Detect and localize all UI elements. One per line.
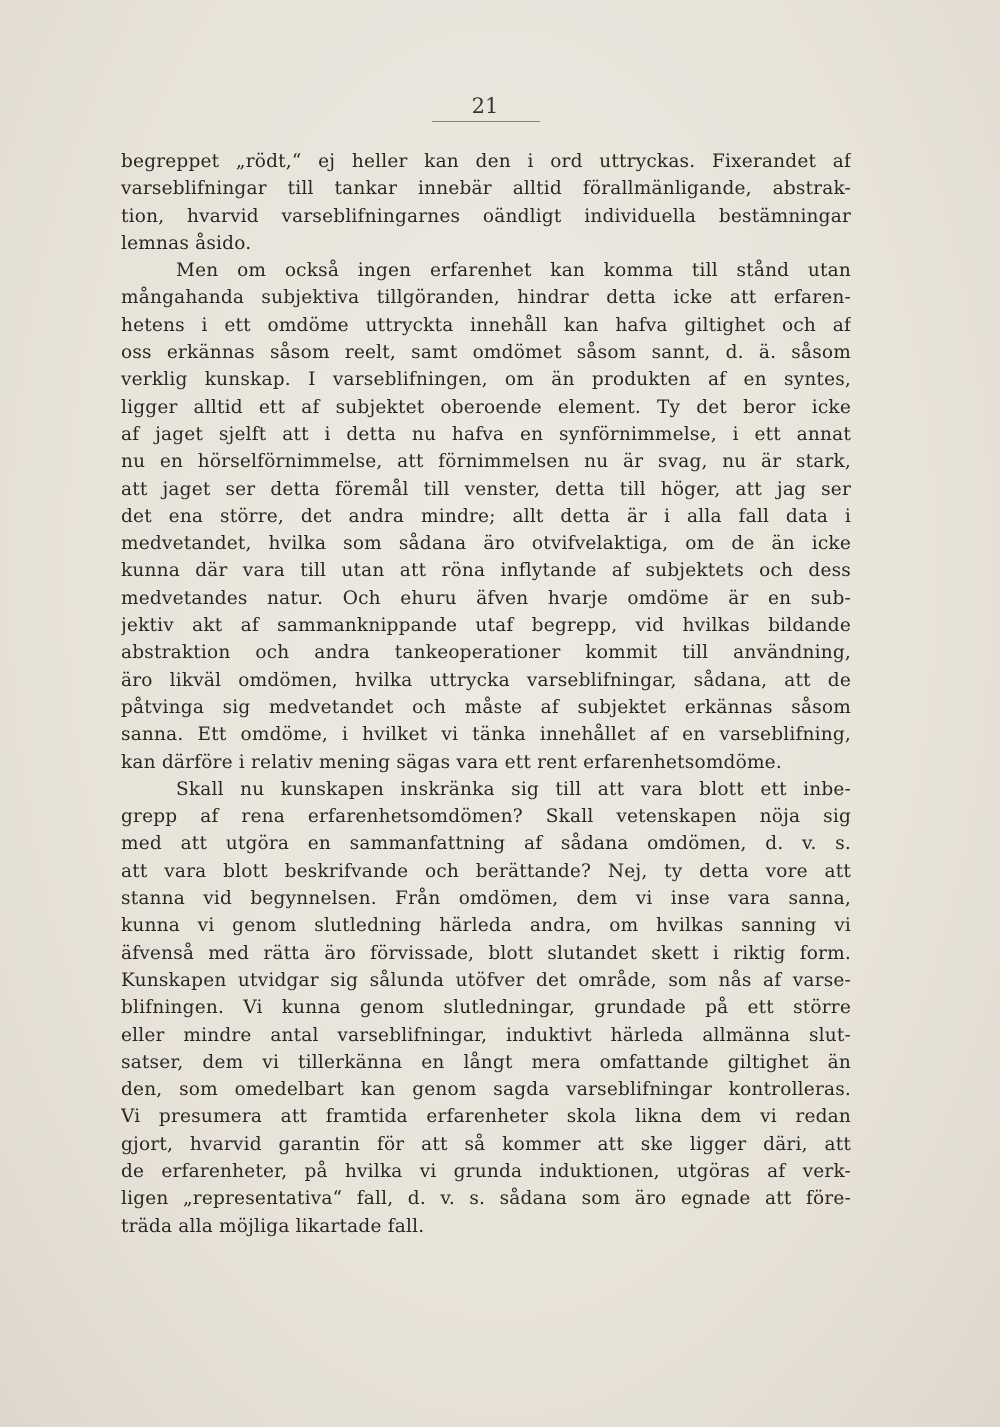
text-line: påtvinga sig medvetandet och måste af subjektet erkännas såsom [121, 696, 851, 718]
text-line: hetens i ett omdöme uttryckta innehåll kan hafva giltighet och af [121, 314, 851, 336]
text-line: oss erkännas såsom reelt, samt omdömet såsom sannt, d. ä. såsom [121, 342, 851, 364]
text-line: mångahanda subjektiva tillgöranden, hindrar detta icke att erfaren- [121, 287, 851, 309]
text-line: kunna vi genom slutledning härleda andra, om hvilkas sanning vi [121, 915, 851, 937]
text-line: af jaget sjelft att i detta nu hafva en synförnimmelse, i ett annat [121, 423, 851, 445]
text-line: begreppet „rödt,“ ej heller kan den i ord uttryckas. Fixerandet af [121, 151, 851, 172]
text-line: gjort, hvarvid garantin för att så kommer att ske ligger däri, att [121, 1133, 851, 1155]
text-line: det ena större, det andra mindre; allt detta är i alla fall data i [121, 505, 851, 527]
body-text [121, 148, 851, 1240]
text-line: varseblifningar till tankar innebär alltid förallmänligande, abstrak- [121, 178, 851, 200]
text-line: verklig kunskap. I varseblifningen, om än produkten af en syntes, [121, 369, 851, 391]
text-line: jektiv akt af sammanknippande utaf begrepp, vid hvilkas bildande [121, 615, 851, 637]
text-line: kan därföre i relativ mening sägas vara ett rent erfarenhetsomdöme. [121, 751, 782, 773]
page-number: 21 [471, 94, 499, 118]
text-line: stanna vid begynnelsen. Från omdömen, dem vi inse vara sanna, [121, 888, 851, 910]
text-line: satser, dem vi tillerkänna en långt mera omfattande giltighet än [121, 1051, 851, 1073]
text-line: med att utgöra en sammanfattning af sådana omdömen, d. v. s. [121, 833, 851, 855]
page-number-rule [432, 121, 540, 122]
text-line: grepp af rena erfarenhetsomdömen? Skall vetenskapen nöja sig [121, 806, 851, 828]
text-line: medvetandet, hvilka som sådana äro otvifvelaktiga, om de än icke [121, 533, 851, 555]
text-line: Vi presumera att framtida erfarenheter skola likna dem vi redan [121, 1106, 851, 1128]
text-line: ligen „representativa“ fall, d. v. s. sådana som äro egnade att före- [121, 1188, 851, 1210]
text-line: Men om också ingen erfarenhet kan komma till stånd utan [176, 260, 851, 282]
text-line: kunna där vara till utan att röna inflytande af subjektets och dess [121, 560, 851, 582]
text-line: tion, hvarvid varseblifningarnes oändligt individuella bestämningar [121, 205, 851, 227]
text-line: äfvenså med rätta äro förvissade, blott slutandet skett i riktig form. [121, 942, 851, 964]
text-line: lemnas åsido. [121, 232, 252, 254]
text-line: äro likväl omdömen, hvilka uttrycka varseblifningar, sådana, att de [121, 669, 851, 691]
text-line: abstraktion och andra tankeoperationer kommit till användning, [121, 642, 851, 664]
text-line: eller mindre antal varseblifningar, induktivt härleda allmänna slut- [121, 1024, 851, 1046]
text-line: medvetandes natur. Och ehuru äfven hvarje omdöme är en sub- [121, 587, 851, 609]
text-line: att vara blott beskrifvande och berättande? Nej, ty detta vore att [121, 860, 851, 882]
text-line: blifningen. Vi kunna genom slutledningar, grundade på ett större [121, 997, 851, 1019]
text-line: sanna. Ett omdöme, i hvilket vi tänka innehållet af en varseblifning, [121, 724, 851, 746]
text-line: Kunskapen utvidgar sig sålunda utöfver det område, som nås af varse- [121, 969, 851, 991]
text-line: nu en hörselförnimmelse, att förnimmelsen nu är svag, nu är stark, [121, 451, 851, 473]
text-line: den, som omedelbart kan genom sagda varseblifningar kontrolleras. [121, 1079, 851, 1101]
text-line: de erfarenheter, på hvilka vi grunda induktionen, utgöras af verk- [121, 1160, 851, 1182]
text-line: att jaget ser detta föremål till venster, detta till höger, att jag ser [121, 478, 851, 500]
text-line: ligger alltid ett af subjektet oberoende element. Ty det beror icke [121, 396, 851, 418]
text-line: Skall nu kunskapen inskränka sig till att vara blott ett inbe- [176, 778, 851, 800]
text-line: träda alla möjliga likartade fall. [121, 1215, 425, 1237]
